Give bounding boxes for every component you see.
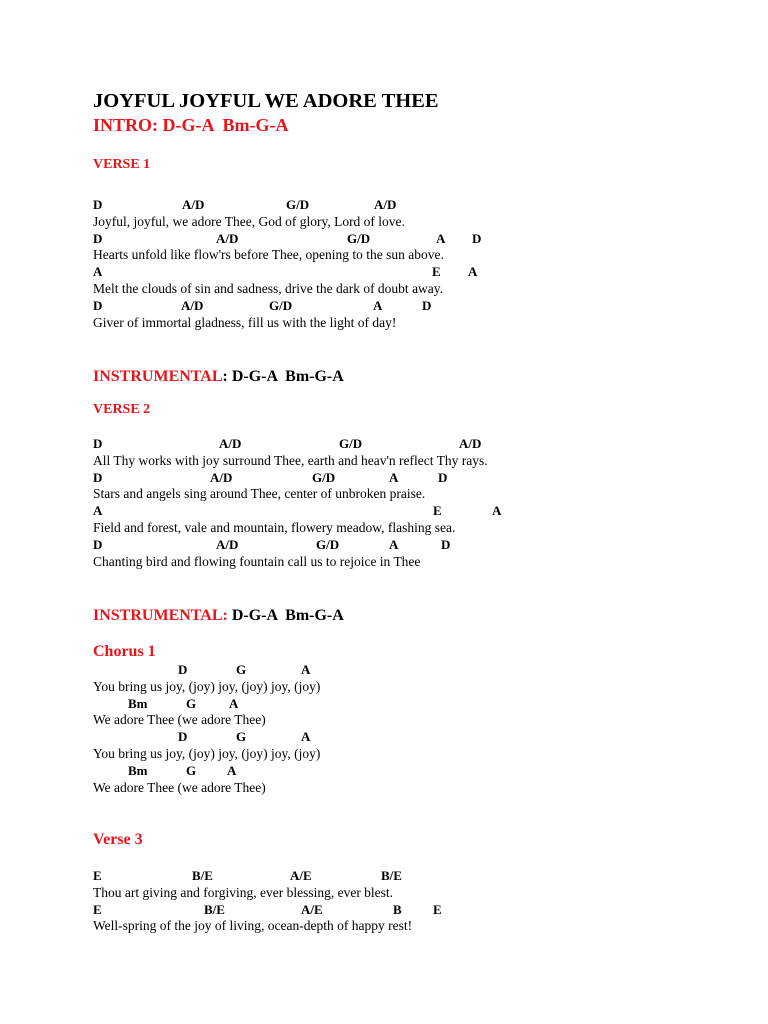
chord: D [422, 298, 432, 313]
intro-line: INTRO: D-G-A Bm-G-A [93, 115, 289, 135]
chord: E [432, 264, 441, 279]
chord: E [433, 503, 442, 518]
lyric-line: Joyful, joyful, we adore Thee, God of glory, Lord of love. [93, 214, 405, 229]
chord: A/E [301, 902, 323, 917]
chord: Bm [128, 763, 148, 778]
chord: A [227, 763, 237, 778]
chord: G [186, 763, 197, 778]
chord: A [93, 503, 103, 518]
chord: D [93, 436, 103, 451]
chord: G/D [339, 436, 363, 451]
chord: D [93, 197, 103, 212]
lyric-line: Hearts unfold like flow'rs before Thee, opening to the sun above. [93, 247, 444, 262]
chord: D [441, 537, 451, 552]
chord: A [436, 231, 446, 246]
chord: A/D [182, 197, 205, 212]
lyric-line: Well-spring of the joy of living, ocean-depth of happy rest! [93, 918, 413, 933]
chord: G/D [316, 537, 340, 552]
chord: D [93, 470, 103, 485]
chord: A [301, 662, 311, 677]
chord: Bm [128, 696, 148, 711]
chord: A/D [181, 298, 204, 313]
chord: B/E [381, 868, 402, 883]
chord: D [178, 662, 188, 677]
chord: A [389, 470, 399, 485]
chord: E [93, 902, 102, 917]
verse-1-heading: VERSE 1 [93, 157, 151, 172]
chord: D [472, 231, 482, 246]
chord: D [93, 298, 103, 313]
lyric-line: We adore Thee (we adore Thee) [93, 712, 266, 727]
chord: D [178, 729, 188, 744]
verse-3-heading: Verse 3 [93, 831, 143, 848]
chord: A [468, 264, 478, 279]
chord: A/D [210, 470, 233, 485]
instrumental-1 [93, 369, 344, 385]
lyric-line: Giver of immortal gladness, fill us with the light of day! [93, 315, 397, 330]
instrumental-label: INSTRUMENTAL [93, 368, 223, 385]
chord: A/D [459, 436, 482, 451]
chord: A/D [219, 436, 242, 451]
instrumental-2 [93, 608, 344, 624]
chord: A [93, 264, 103, 279]
chord: A [492, 503, 502, 518]
lyric-line: Field and forest, vale and mountain, flowery meadow, flashing sea. [93, 520, 456, 535]
chord: G [236, 662, 247, 677]
chord: B/E [192, 868, 213, 883]
lyric-line: You bring us joy, (joy) joy, (joy) joy, (joy) [93, 746, 321, 761]
instrumental-label: INSTRUMENTAL: [93, 607, 228, 624]
song-title: JOYFUL JOYFUL WE ADORE THEE [93, 90, 439, 112]
chord: B/E [204, 902, 225, 917]
chord: B [393, 902, 402, 917]
instrumental-chords: D-G-A Bm-G-A [227, 607, 344, 624]
chord: A [301, 729, 311, 744]
lyric-line: Chanting bird and flowing fountain call us to rejoice in Thee [93, 554, 421, 569]
chord: A/D [374, 197, 397, 212]
lyric-line: Thou art giving and forgiving, ever blessing, ever blest. [93, 885, 394, 900]
lyric-line: Stars and angels sing around Thee, center of unbroken praise. [93, 486, 426, 501]
verse-2-heading: VERSE 2 [93, 402, 151, 417]
chord: G/D [347, 231, 371, 246]
chord: D [438, 470, 448, 485]
chord: A [229, 696, 239, 711]
lyric-line: You bring us joy, (joy) joy, (joy) joy, (joy) [93, 679, 321, 694]
instrumental-chords: : D-G-A Bm-G-A [222, 368, 344, 385]
chord: G [236, 729, 247, 744]
chord: G/D [286, 197, 310, 212]
chord: G/D [312, 470, 336, 485]
lyric-line: All Thy works with joy surround Thee, earth and heav'n reflect Thy rays. [93, 453, 488, 468]
chord: A [389, 537, 399, 552]
chord: A/E [290, 868, 312, 883]
chorus-1-heading: Chorus 1 [93, 643, 156, 660]
chord: E [433, 902, 442, 917]
chord: A/D [216, 537, 239, 552]
chord: A [373, 298, 383, 313]
chord: G [186, 696, 197, 711]
chord: D [93, 231, 103, 246]
chord: A/D [216, 231, 239, 246]
chord: E [93, 868, 102, 883]
lyric-line: Melt the clouds of sin and sadness, drive the dark of doubt away. [93, 281, 444, 296]
lyric-line: We adore Thee (we adore Thee) [93, 780, 266, 795]
chord: D [93, 537, 103, 552]
chord: G/D [269, 298, 293, 313]
